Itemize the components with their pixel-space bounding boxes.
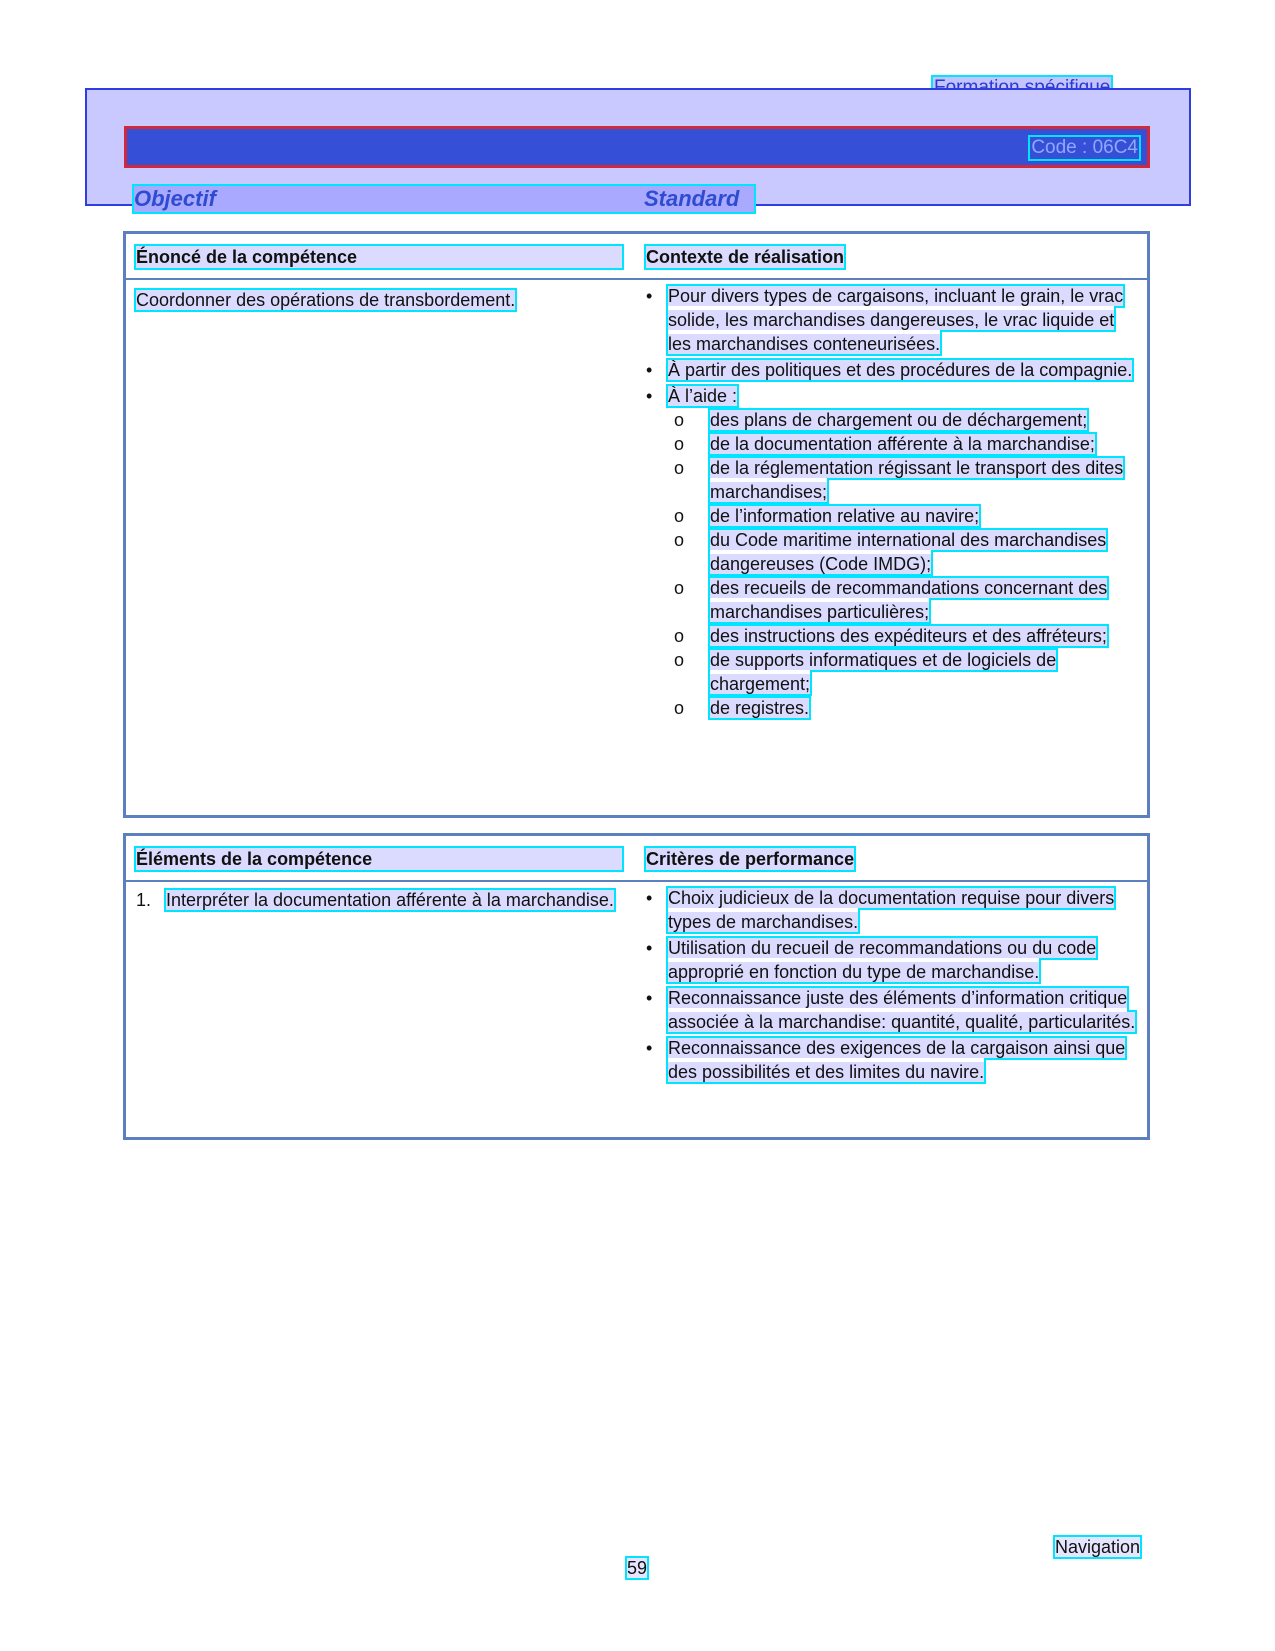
context-heading: Contexte de réalisation (646, 247, 845, 267)
panel-header (126, 234, 1147, 280)
bullet-icon: • (646, 386, 653, 406)
circle-bullet-icon: o (674, 626, 685, 646)
sub-list-item (646, 408, 1136, 432)
list-item-text: des instructions des expéditeurs et des affréteurs; (710, 626, 1107, 646)
element-number: 1. (136, 890, 152, 910)
bullet-icon: • (646, 360, 653, 380)
context-column (646, 284, 1136, 722)
list-item-text: À l’aide : (668, 386, 738, 406)
circle-bullet-icon: o (674, 530, 685, 550)
circle-bullet-icon: o (674, 698, 685, 718)
list-item-text: des plans de chargement ou de déchargement; (710, 410, 1088, 430)
circle-bullet-icon: o (674, 434, 685, 454)
sub-list-item (646, 576, 1136, 624)
navigation-link[interactable]: Navigation (1055, 1537, 1141, 1557)
statement-heading: Énoncé de la compétence (136, 246, 622, 268)
list-item-text: À partir des politiques et des procédures de la compagnie. (668, 360, 1133, 380)
circle-bullet-icon: o (674, 578, 685, 598)
circle-bullet-icon: o (674, 650, 685, 670)
section-labels (134, 186, 754, 212)
list-item-text: du Code maritime international des marchandises dangereuses (Code IMDG); (710, 530, 1107, 574)
list-item-text: de l’information relative au navire; (710, 506, 980, 526)
list-item-text: Utilisation du recueil de recommandations ou du code approprié en fonction du type de marchandise. (668, 938, 1097, 982)
code-bar (124, 126, 1150, 168)
bullet-icon: • (646, 888, 653, 908)
sub-list-item (646, 528, 1136, 576)
list-item-text: de la documentation afférente à la marchandise; (710, 434, 1095, 454)
list-item-text: de supports informatiques et de logiciels de chargement; (710, 650, 1057, 694)
list-item (646, 936, 1136, 984)
list-item-text: Choix judicieux de la documentation requise pour divers types de marchandises. (668, 888, 1115, 932)
page-number: 59 (627, 1558, 648, 1578)
list-item (646, 358, 1136, 382)
list-item (646, 986, 1136, 1034)
competency-code: Code : 06C4 (1031, 137, 1138, 158)
elements-column (136, 888, 626, 912)
competency-statement: Coordonner des opérations de transbordement. (136, 290, 516, 310)
objective-label: Objectif (134, 186, 216, 211)
list-item-text: de la réglementation régissant le transport des dites marchandises; (710, 458, 1124, 502)
list-item (646, 384, 1136, 720)
standard-label: Standard (644, 186, 740, 211)
competency-context-panel (123, 231, 1150, 818)
list-item-text: de registres. (710, 698, 810, 718)
bullet-icon: • (646, 1038, 653, 1058)
criteria-column (646, 886, 1136, 1086)
sub-list-item (646, 696, 1136, 720)
statement-column (136, 288, 616, 312)
element-item (136, 888, 626, 912)
element-text: Interpréter la documentation afférente à la marchandise. (166, 890, 614, 910)
bullet-icon: • (646, 938, 653, 958)
sub-list-item (646, 456, 1136, 504)
bullet-icon: • (646, 988, 653, 1008)
list-item-text: Pour divers types de cargaisons, incluant le grain, le vrac solide, les marchandises dangereuses, le vrac liquide et les marchandises conteneurisées. (668, 286, 1124, 354)
list-item-text: des recueils de recommandations concernant des marchandises particulières; (710, 578, 1108, 622)
circle-bullet-icon: o (674, 458, 685, 478)
elements-criteria-panel (123, 833, 1150, 1140)
circle-bullet-icon: o (674, 410, 685, 430)
sub-list-item (646, 432, 1136, 456)
bullet-icon: • (646, 286, 653, 306)
sub-list-item (646, 648, 1136, 696)
list-item (646, 284, 1136, 356)
elements-heading: Éléments de la compétence (136, 848, 622, 870)
list-item-text: Reconnaissance juste des éléments d’information critique associée à la marchandise: quantité, qualité, particularités. (668, 988, 1136, 1032)
criteria-heading: Critères de performance (646, 849, 855, 869)
circle-bullet-icon: o (674, 506, 685, 526)
list-item (646, 886, 1136, 934)
sub-list-item (646, 624, 1136, 648)
list-item (646, 1036, 1136, 1084)
list-item-text: Reconnaissance des exigences de la cargaison ainsi que des possibilités et des limites du navire. (668, 1038, 1126, 1082)
sub-list-item (646, 504, 1136, 528)
panel-header (126, 836, 1147, 882)
